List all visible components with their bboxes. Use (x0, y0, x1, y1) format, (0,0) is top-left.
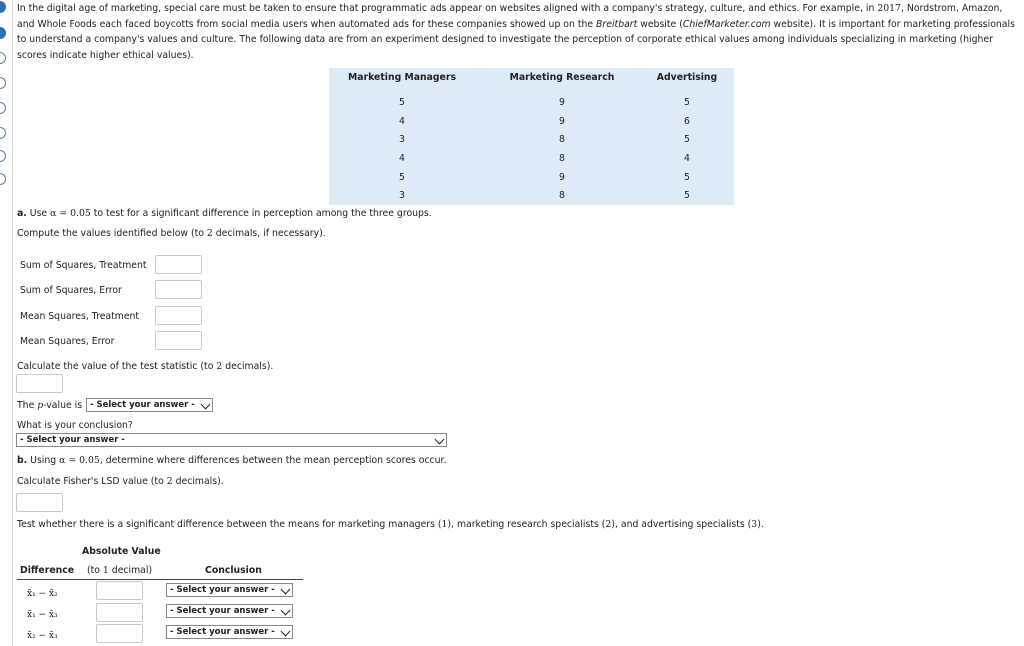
ss-treatment-input[interactable] (155, 255, 202, 274)
data-table (329, 68, 734, 205)
question-nav-rail (0, 0, 12, 646)
question-dot-7[interactable] (0, 150, 6, 162)
table-cell: 5 (684, 172, 690, 183)
question-dot-6[interactable] (0, 127, 6, 139)
abs-diff-2-3-input[interactable] (96, 624, 143, 643)
chevron-down-icon (201, 400, 211, 410)
diff-label-1-2: x̄₁ − x̄₂ (27, 589, 58, 599)
test-statistic-label: Calculate the value of the test statistic (to 2 decimals). (17, 361, 274, 372)
table-cell: 4 (399, 153, 405, 164)
pvalue-label: The p-value is (17, 400, 83, 411)
col-header-managers: Marketing Managers (348, 72, 456, 83)
table-cell: 3 (399, 134, 405, 145)
lsd-input[interactable] (16, 493, 63, 512)
chevron-down-icon (281, 585, 291, 595)
table-cell: 9 (559, 172, 565, 183)
divider (12, 0, 13, 646)
chevron-down-icon (281, 606, 291, 616)
ss-treatment-label: Sum of Squares, Treatment (20, 260, 147, 271)
conclusion-1-2-select[interactable]: - Select your answer - (166, 583, 293, 597)
ss-error-input[interactable] (155, 280, 202, 299)
conclusion-select[interactable]: - Select your answer - (16, 433, 447, 447)
conclusion-2-3-select[interactable]: - Select your answer - (166, 625, 293, 639)
table-cell: 4 (684, 153, 690, 164)
pvalue-select[interactable]: - Select your answer - (86, 398, 213, 412)
ms-treatment-label: Mean Squares, Treatment (20, 311, 140, 322)
lsd-label: Calculate Fisher's LSD value (to 2 decimals). (17, 476, 224, 487)
part-b-prompt: b. Using α = 0.05, determine where differences between the mean perception scores occur. (17, 455, 447, 466)
ms-error-label: Mean Squares, Error (20, 336, 115, 347)
col-header-difference: Difference (20, 565, 75, 576)
intro-paragraph: In the digital age of marketing, special care must be taken to ensure that programmatic ads appear on websites aligned with a company's strategy, culture, and ethics. For example, in 2017, Nordstrom, Amazon, and Whole Foods each faced boycotts from social media users when automated ads for these companies showed up on the Breitbart website (ChiefMarketer.com website). It is important for marketing professionals to understand a company's values and culture. The following data are from an experiment designed to investigate the perception of corporate ethical values among individuals specializing in marketing (higher scores indicate higher ethical values). (17, 3, 1015, 62)
table-cell: 5 (684, 134, 690, 145)
table-cell: 3 (399, 190, 405, 201)
table-cell: 4 (399, 116, 405, 127)
question-dot-5[interactable] (0, 102, 6, 114)
chevron-down-icon (281, 627, 291, 637)
table-cell: 5 (399, 97, 405, 108)
abs-diff-1-3-input[interactable] (96, 603, 143, 622)
table-cell: 8 (559, 153, 565, 164)
question-dot-4[interactable] (0, 77, 6, 89)
table-cell: 5 (684, 97, 690, 108)
col-header-research: Marketing Research (509, 72, 615, 83)
table-cell: 9 (559, 97, 565, 108)
ms-treatment-input[interactable] (155, 306, 202, 325)
table-divider (17, 579, 303, 580)
question-dot-3[interactable] (0, 52, 6, 64)
part-a-prompt: a. Use α = 0.05 to test for a significant difference in perception among the three groups. (17, 208, 432, 219)
diff-label-2-3: x̄₂ − x̄₃ (27, 631, 58, 641)
col-header-decimal: (to 1 decimal) (87, 565, 153, 576)
abs-diff-1-2-input[interactable] (96, 581, 143, 600)
ms-error-input[interactable] (155, 331, 202, 350)
question-dot-8[interactable] (0, 173, 6, 185)
table-cell: 5 (399, 172, 405, 183)
col-header-conclusion: Conclusion (205, 565, 262, 576)
question-dot-2[interactable] (0, 27, 6, 39)
chevron-down-icon (435, 435, 445, 445)
col-header-advertising: Advertising (656, 72, 718, 83)
col-header-absolute-value: Absolute Value (82, 546, 161, 557)
conclusion-1-3-select[interactable]: - Select your answer - (166, 604, 293, 618)
ss-error-label: Sum of Squares, Error (20, 285, 122, 296)
table-cell: 6 (684, 116, 690, 127)
table-cell: 8 (559, 190, 565, 201)
table-cell: 5 (684, 190, 690, 201)
conclusion-label: What is your conclusion? (17, 420, 133, 431)
diff-label-1-3: x̄₁ − x̄₃ (27, 610, 58, 620)
table-cell: 8 (559, 134, 565, 145)
part-a-instructions: Compute the values identified below (to 2 decimals, if necessary). (17, 228, 326, 239)
test-statistic-input[interactable] (16, 374, 63, 393)
pairwise-test-instructions: Test whether there is a significant difference between the means for marketing managers (1), marketing research specialists (2), and advertising specialists (3). (17, 519, 764, 530)
question-dot-1[interactable] (0, 1, 6, 13)
table-cell: 9 (559, 116, 565, 127)
